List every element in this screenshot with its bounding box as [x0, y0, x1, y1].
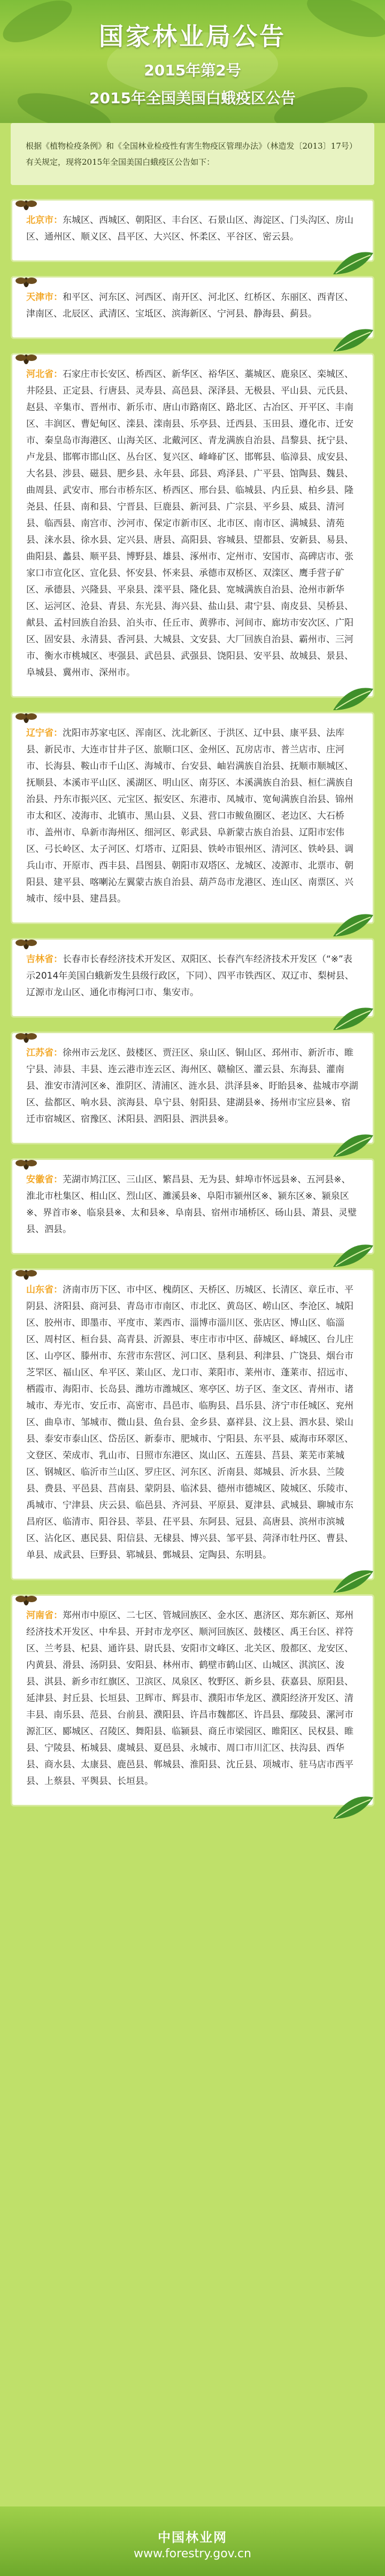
leaf-decoration-icon — [328, 1566, 376, 1598]
region-box — [11, 199, 374, 262]
region-counties: 石家庄市长安区、桥西区、新华区、裕华区、藁城区、鹿泉区、栾城区、井陉县、正定县、行唐县、灵寿县、高邑县、深泽县、无极县、平山县、元氏县、赵县、辛集市、晋州市、新乐市、唐山市路南区、路北区、古冶区、开平区、丰南区、丰润区、曹妃甸区、滦县、滦南县、乐亭县、迁西县、玉田县、遵化市、迁安市、秦皇岛市海港区、山海关区、北戴河区、青龙满族自治县、昌黎县、抚宁县、卢龙县、邯郸市邯山区、丛台区、复兴区、峰峰矿区、邯郸县、临漳县、成安县、大名县、涉县、磁县、肥乡县、永年县、邱县、鸡泽县、广平县、馆陶县、魏县、曲周县、武安市、邢台市桥东区、桥西区、邢台县、临城县、内丘县、柏乡县、隆尧县、任县、南和县、宁晋县、巨鹿县、新河县、广宗县、平乡县、威县、清河县、临西县、南宫市、沙河市、保定市新市区、北市区、南市区、满城县、清苑县、涞水县、徐水县、定兴县、唐县、高阳县、容城县、望都县、安新县、易县、曲阳县、蠡县、顺平县、博野县、雄县、涿州市、定州市、安国市、高碑店市、张家口市宣化区、宣化县、怀安县、怀来县、承德市双桥区、双滦区、鹰手营子矿区、承德县、兴隆县、平泉县、滦平县、隆化县、宽城满族自治县、沧州市新华区、运河区、沧县、青县、东光县、海兴县、盐山县、肃宁县、南皮县、吴桥县、献县、孟村回族自治县、泊头市、任丘市、黄骅市、河间市、廊坊市安次区、广阳区、固安县、永清县、香河县、大城县、文安县、大厂回族自治县、霸州市、三河市、衡水市桃城区、枣强县、武邑县、武强县、饶阳县、安平县、故城县、景县、阜城县、冀州市、深州市。 — [26, 369, 353, 678]
region-name: 辽宁省： — [26, 728, 63, 739]
moth-icon — [16, 351, 37, 366]
moth-icon — [16, 936, 37, 951]
region-name: 山东省： — [26, 1285, 63, 1295]
region-box — [11, 353, 374, 698]
announcement-subtitle: 2015年全国美国白蛾疫区公告 — [89, 89, 296, 107]
region-text — [26, 1172, 359, 1238]
moth-icon — [16, 1593, 37, 1608]
leaf-decoration-icon — [328, 1792, 376, 1824]
region-box — [11, 1268, 374, 1580]
leaf-decoration-icon — [328, 683, 376, 716]
moth-icon — [16, 1267, 37, 1282]
region-counties: 徐州市云龙区、鼓楼区、贾汪区、泉山区、铜山区、邳州市、新沂市、睢宁县、沛县、丰县、连云港市连云区、海州区、赣榆区、灌云县、东海县、灌南县、淮安市清河区※、淮阴区、清浦区、涟水县、洪泽县※、盱眙县※、盐城市亭湖区、盐都区、响水县、滨海县、阜宁县、射阳县、建湖县※、扬州市宝应县※、宿迁市宿城区、宿豫区、沭阳县、泗阳县、泗洪县※。 — [26, 1048, 358, 1125]
region-counties: 和平区、河东区、河西区、南开区、河北区、红桥区、东丽区、西青区、津南区、北辰区、武清区、宝坻区、滨海新区、宁河县、静海县、蓟县。 — [26, 292, 353, 319]
site-url: www.forestry.gov.cn — [133, 2547, 252, 2560]
region-text — [26, 1282, 359, 1564]
footer — [0, 2506, 385, 2576]
region-name: 河北省： — [26, 369, 63, 380]
region-name: 北京市： — [26, 215, 63, 226]
region-counties: 东城区、西城区、朝阳区、丰台区、石景山区、海淀区、门头沟区、房山区、通州区、顺义区、昌平区、大兴区、怀柔区、平谷区、密云县。 — [26, 215, 353, 242]
site-name: 中国林业网 — [158, 2530, 227, 2545]
region-text — [26, 951, 359, 1001]
moth-icon — [16, 274, 37, 289]
intro-paragraph: 根据《植物检疫条例》和《全国林业检疫性有害生物疫区管理办法》（林造发〔2013〕17号）有关规定，现将2015年全国美国白蛾疫区公告如下： — [11, 123, 374, 185]
region-counties: 沈阳市苏家屯区、浑南区、沈北新区、于洪区、辽中县、康平县、法库县、新民市、大连市甘井子区、旅顺口区、金州区、瓦房店市、普兰店市、庄河市、长海县、鞍山市千山区、海城市、台安县、岫岩满族自治县、抚顺市顺城区、抚顺县、本溪市平山区、溪湖区、明山区、南芬区、本溪满族自治县、桓仁满族自治县、丹东市振兴区、元宝区、振安区、东港市、凤城市、宽甸满族自治县、锦州市太和区、凌海市、北镇市、黑山县、义县、营口市鲅鱼圈区、老边区、大石桥市、盖州市、阜新市海州区、细河区、彰武县、阜新蒙古族自治县、辽阳市宏伟区、弓长岭区、太子河区、灯塔市、辽阳县、铁岭市银州区、清河区、铁岭县、调兵山市、开原市、西丰县、昌图县、朝阳市双塔区、龙城区、凌源市、北票市、朝阳县、建平县、喀喇沁左翼蒙古族自治县、葫芦岛市龙港区、连山区、南票区、兴城市、绥中县、建昌县。 — [26, 728, 353, 904]
region-name: 安徽省： — [26, 1174, 63, 1185]
region-name: 天津市： — [26, 292, 63, 303]
leaf-decoration-icon — [328, 248, 376, 280]
region-counties: 芜湖市鸠江区、三山区、繁昌县、无为县、蚌埠市怀远县※、五河县※、淮北市杜集区、相山区、烈山区、濉溪县※、阜阳市颍州区※、颍东区※、颍泉区※、界首市※、临泉县※、太和县※、阜南县、宿州市埇桥区、砀山县、萧县、灵璧县、泗县。 — [26, 1174, 357, 1235]
moth-icon — [16, 1157, 37, 1172]
region-list — [0, 199, 385, 1806]
leaf-decoration-icon — [328, 1130, 376, 1162]
footer-logo-row — [0, 2527, 385, 2546]
region-text — [26, 725, 359, 908]
region-box — [11, 1594, 374, 1806]
region-box — [11, 712, 374, 924]
leaf-decoration-icon — [328, 910, 376, 942]
moth-icon — [16, 197, 37, 212]
region-name: 吉林省： — [26, 954, 63, 965]
region-box — [11, 1032, 374, 1144]
leaf-decoration-icon — [328, 1003, 376, 1035]
region-counties: 济南市历下区、市中区、槐荫区、天桥区、历城区、长清区、章丘市、平阴县、济阳县、商河县、青岛市市南区、市北区、黄岛区、崂山区、李沧区、城阳区、胶州市、即墨市、平度市、莱西市、淄博市淄川区、张店区、博山区、临淄区、周村区、桓台县、高青县、沂源县、枣庄市市中区、薛城区、峄城区、台儿庄区、山亭区、滕州市、东营市东营区、河口区、垦利县、利津县、广饶县、烟台市芝罘区、福山区、牟平区、莱山区、龙口市、莱阳市、莱州市、蓬莱市、招远市、栖霞市、海阳市、长岛县、潍坊市潍城区、寒亭区、坊子区、奎文区、青州市、诸城市、寿光市、安丘市、高密市、昌邑市、临朐县、昌乐县、济宁市任城区、兖州区、曲阜市、邹城市、微山县、鱼台县、金乡县、嘉祥县、汶上县、泗水县、梁山县、泰安市泰山区、岱岳区、新泰市、肥城市、宁阳县、东平县、威海市环翠区、文登区、荣成市、乳山市、日照市东港区、岚山区、五莲县、莒县、莱芜市莱城区、钢城区、临沂市兰山区、罗庄区、河东区、沂南县、郯城县、沂水县、兰陵县、费县、平邑县、莒南县、蒙阴县、临沭县、德州市德城区、陵城区、乐陵市、禹城市、宁津县、庆云县、临邑县、齐河县、平原县、夏津县、武城县、聊城市东昌府区、临清市、阳谷县、莘县、茌平县、东阿县、冠县、高唐县、滨州市滨城区、沾化区、惠民县、阳信县、无棣县、博兴县、邹平县、菏泽市牡丹区、曹县、单县、成武县、巨野县、郓城县、鄄城县、定陶县、东明县。 — [26, 1285, 353, 1560]
region-counties: 郑州市中原区、二七区、管城回族区、金水区、惠济区、郑东新区、郑州经济技术开发区、中牟县、开封市龙亭区、顺河回族区、鼓楼区、禹王台区、祥符区、兰考县、杞县、通许县、尉氏县、安阳市文峰区、北关区、殷都区、龙安区、内黄县、滑县、汤阴县、安阳县、林州市、鹤壁市鹤山区、山城区、淇滨区、浚县、淇县、新乡市红旗区、卫滨区、凤泉区、牧野区、新乡县、获嘉县、原阳县、延津县、封丘县、长垣县、卫辉市、辉县市、濮阳市华龙区、濮阳经济开发区、清丰县、南乐县、范县、台前县、濮阳县、许昌市魏都区、许昌县、鄢陵县、漯河市源汇区、郾城区、召陵区、舞阳县、临颍县、商丘市梁园区、睢阳区、民权县、睢县、宁陵县、柘城县、虞城县、夏邑县、永城市、周口市川汇区、扶沟县、西华县、商水县、太康县、鹿邑县、郸城县、淮阳县、沈丘县、项城市、驻马店市西平县、上蔡县、平舆县、长垣县。 — [26, 1610, 353, 1787]
moth-icon — [16, 710, 37, 725]
page-title: 国家林业局公告 — [99, 22, 286, 51]
region-text — [26, 366, 359, 681]
region-name: 江苏省： — [26, 1048, 63, 1058]
region-text — [26, 289, 359, 322]
region-box — [11, 938, 374, 1018]
region-text — [26, 1045, 359, 1128]
region-box — [11, 276, 374, 339]
announcement-number: 2015年第2号 — [144, 61, 241, 79]
leaf-decoration-icon — [328, 1240, 376, 1272]
region-text — [26, 212, 359, 245]
region-name: 河南省： — [26, 1610, 63, 1621]
region-text — [26, 1608, 359, 1790]
leaf-decoration-icon — [328, 325, 376, 357]
region-counties: 长春市长春经济技术开发区、双阳区、长春汽车经济技术开发区（“※”表示2014年美国白蛾新发生县级行政区，下同）、四平市铁西区、双辽市、梨树县、辽源市龙山区、通化市梅河口市、集安市。 — [26, 954, 354, 998]
region-box — [11, 1158, 374, 1255]
moth-icon — [16, 1030, 37, 1045]
header-banner — [0, 0, 385, 123]
